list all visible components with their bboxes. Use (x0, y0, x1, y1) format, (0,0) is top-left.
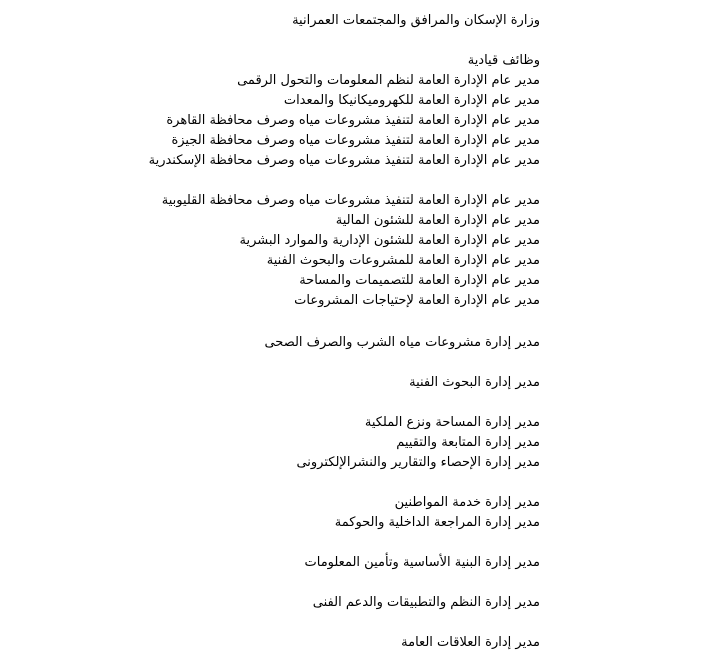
job-title-line: مدير إدارة البحوث الفنية (409, 375, 540, 390)
job-title-line: مدير عام الإدارة العامة لتنفيذ مشروعات مياه وصرف محافظة القاهرة (166, 113, 540, 128)
job-title-line: مدير عام الإدارة العامة لنظم المعلومات والتحول الرقمى (237, 73, 540, 88)
job-title-line: مدير عام الإدارة العامة للشئون الإدارية والموارد البشرية (239, 233, 540, 248)
job-title-line: مدير إدارة المتابعة والتقييم (396, 435, 540, 450)
job-title-line: مدير عام الإدارة العامة لتنفيذ مشروعات مياه وصرف محافظة الجيزة (171, 133, 540, 148)
job-title-line: مدير عام الإدارة العامة لتنفيذ مشروعات مياه وصرف محافظة القليوبية (161, 193, 540, 208)
job-title-line: مدير إدارة المساحة ونزع الملكية (364, 415, 540, 430)
job-title-line: مدير إدارة مشروعات مياه الشرب والصرف الصحى (264, 335, 540, 350)
job-title-line: مدير عام الإدارة العامة للشئون المالية (335, 213, 540, 228)
job-title-line: مدير إدارة الإحصاء والتقارير والنشرالإلكترونى (296, 455, 540, 470)
ministry-title: وزارة الإسكان والمرافق والمجتمعات العمرانية (292, 13, 540, 28)
section-title: وظائف قيادية (467, 53, 540, 68)
job-title-line: مدير إدارة البنية الأساسية وتأمين المعلومات (304, 555, 540, 570)
job-title-line: مدير عام الإدارة العامة للتصميمات والمساحة (299, 273, 540, 288)
job-title-line: مدير عام الإدارة العامة لتنفيذ مشروعات مياه وصرف محافظة الإسكندرية (148, 153, 540, 168)
job-title-line: مدير عام الإدارة العامة لإحتياجات المشروعات (294, 293, 540, 308)
job-title-line: مدير إدارة العلاقات العامة (401, 635, 540, 650)
job-title-line: مدير إدارة المراجعة الداخلية والحوكمة (334, 515, 540, 530)
job-title-line: مدير إدارة خدمة المواطنين (394, 495, 540, 510)
job-title-line: مدير عام الإدارة العامة للمشروعات والبحوث الفنية (266, 253, 540, 268)
job-title-line: مدير عام الإدارة العامة للكهروميكانيكا والمعدات (283, 93, 540, 108)
job-title-line: مدير إدارة النظم والتطبيقات والدعم الفنى (312, 595, 540, 610)
